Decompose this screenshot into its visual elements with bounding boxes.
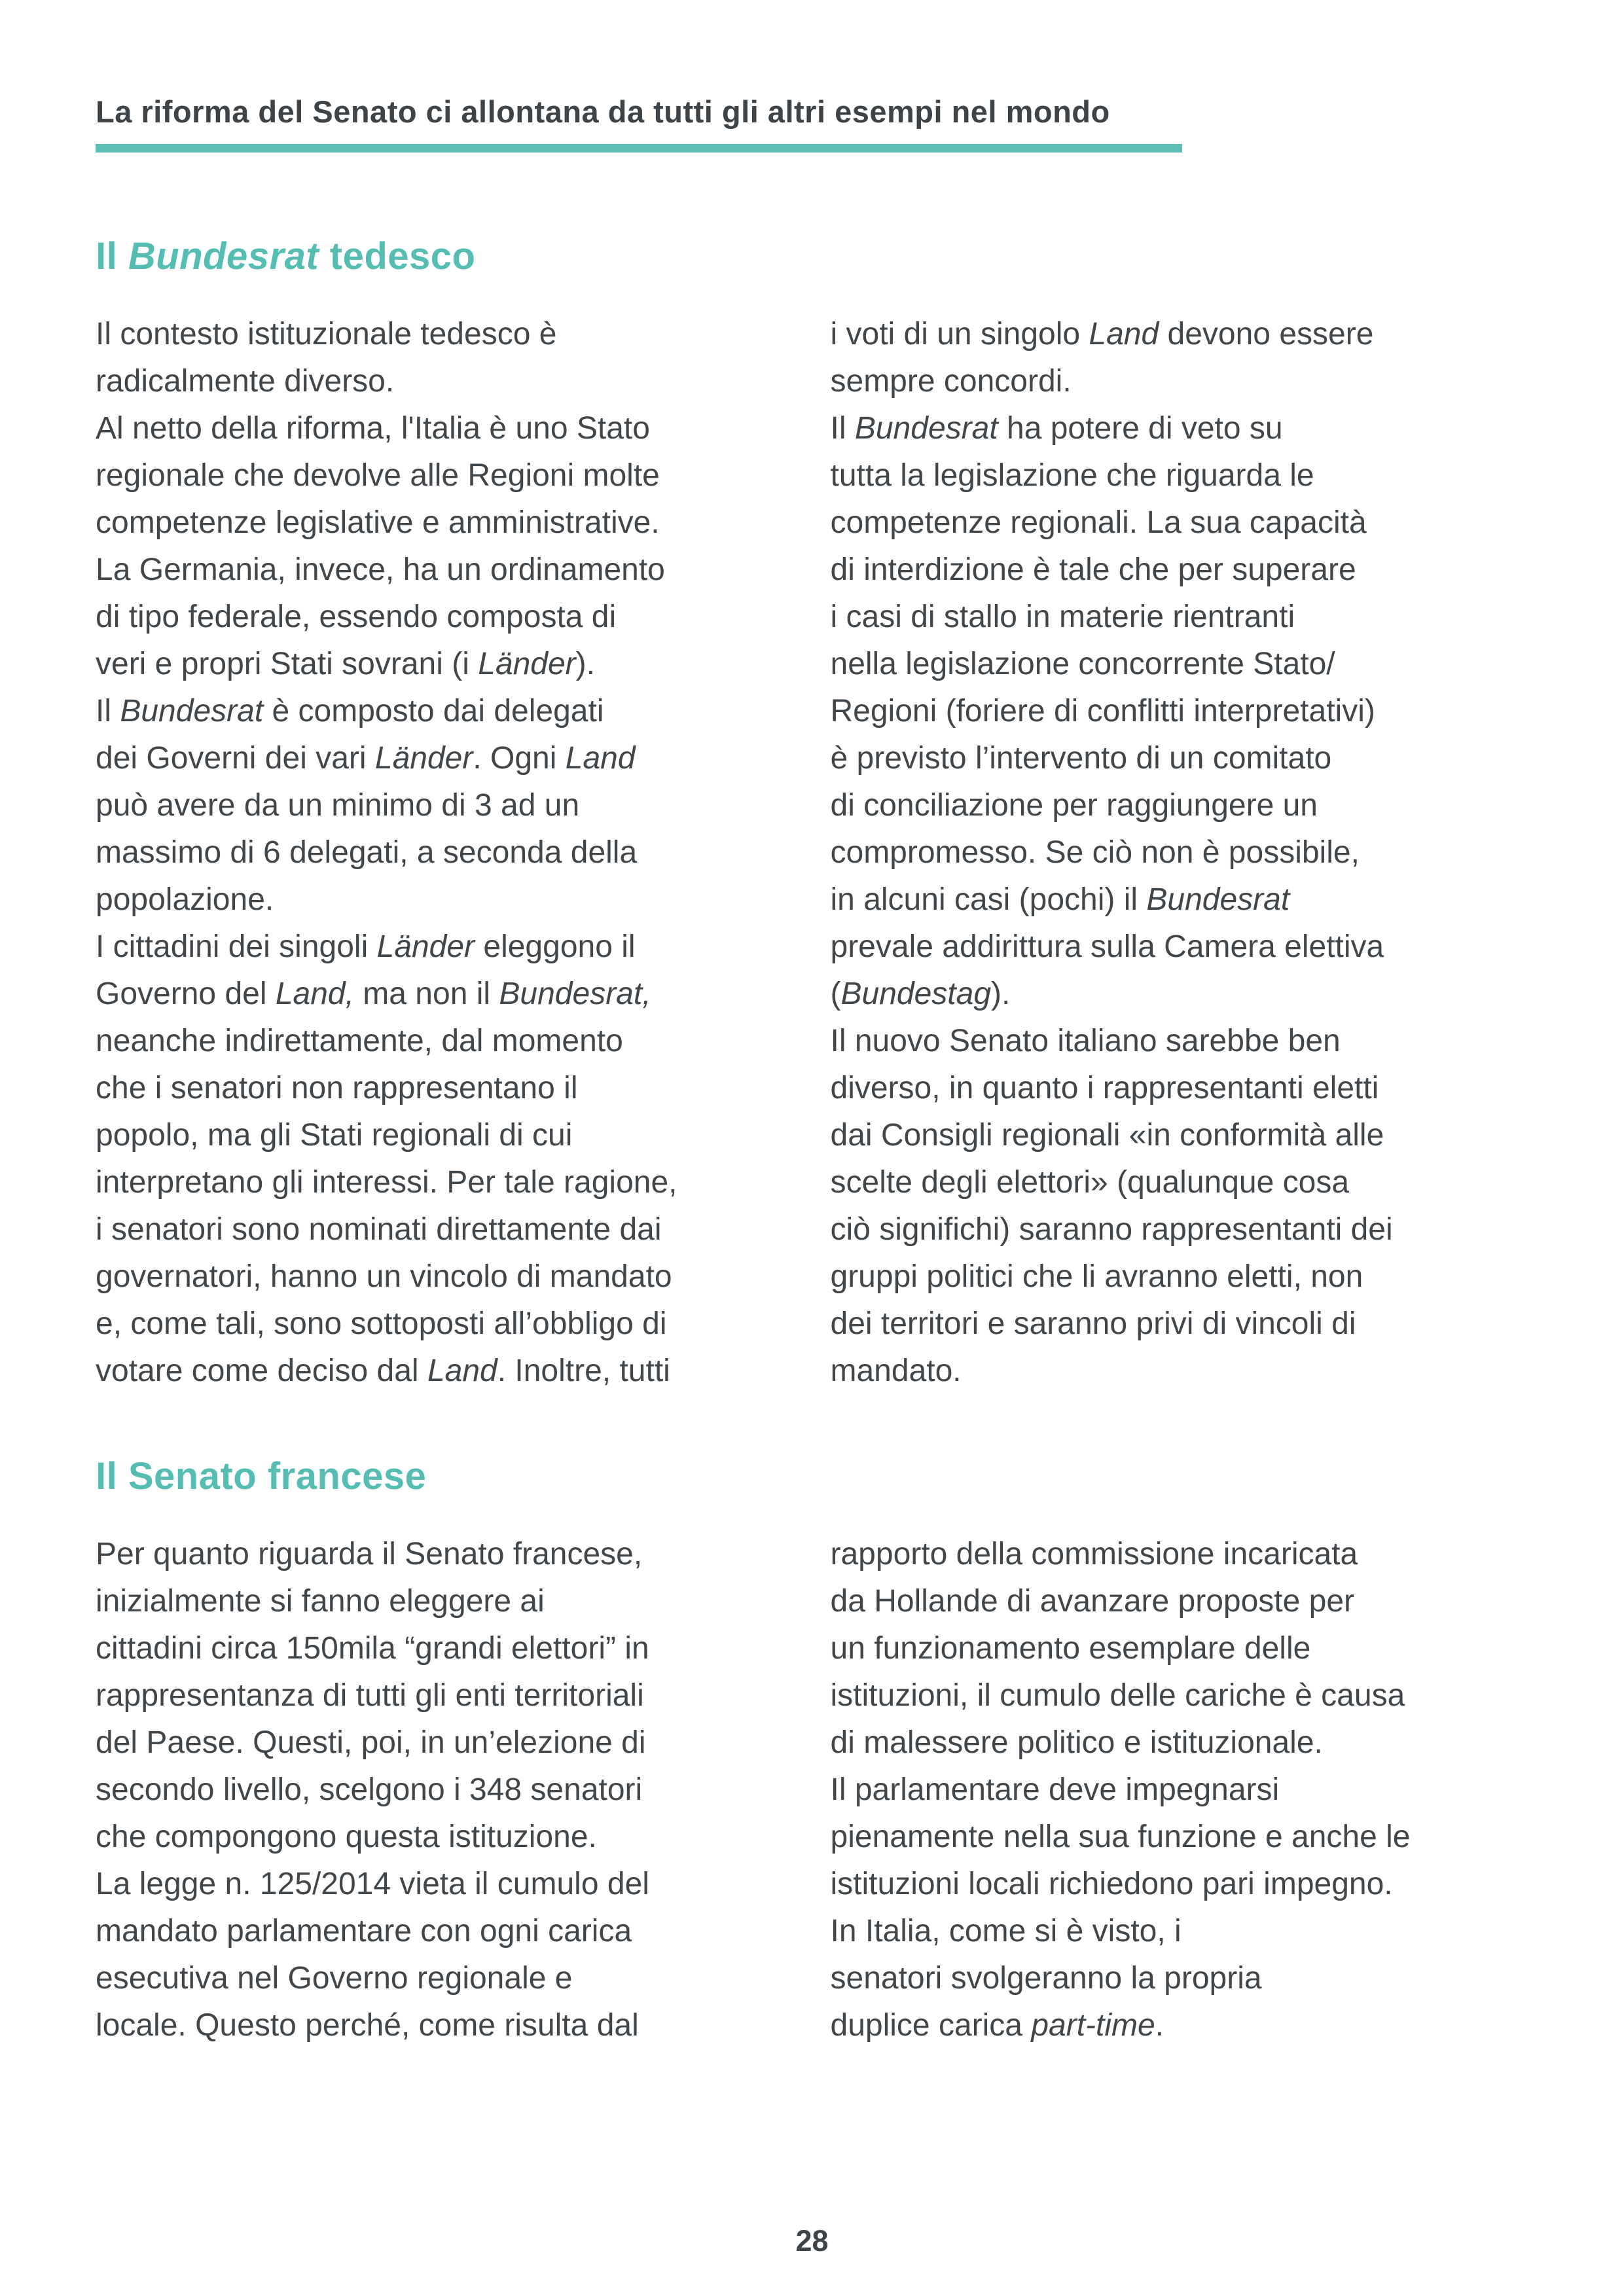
- page-title: La riforma del Senato ci allontana da tutti gli altri esempi nel mondo: [96, 94, 1110, 129]
- section-columns: [96, 1531, 1536, 2049]
- page-content: [96, 0, 1536, 2049]
- text-column-right: i voti di un singolo Land devono essere sempre concordi. Il Bundesrat ha potere di veto su tutta la legislazione che riguarda le competenze regionali. La sua capacità di interdizione è tale che per superare i casi di stallo in materie rientranti nella legislazione concorrente Stato/ Regioni (foriere di conflitti interpretativi) è previsto l’intervento di un comitato di conciliazione per raggiungere un compromesso. Se ciò non è possibile, in alcuni casi (pochi) il Bundesrat prevale addirittura sulla Camera elettiva (Bundestag). Il nuovo Senato italiano sarebbe ben diverso, in quanto i rappresentanti eletti dai Consigli regionali «in conformità alle scelte degli elettori» (qualunque cosa ciò significhi) saranno rappresentanti dei gruppi politici che li avranno eletti, non dei territori e saranno privi di vincoli di mandato.: [830, 317, 1393, 1388]
- section-heading-senato-francese: Il Senato francese: [96, 1455, 427, 1498]
- section-senato-francese: [96, 1455, 1536, 2049]
- doc-header: [96, 93, 1182, 152]
- section-columns: [96, 311, 1536, 1395]
- section-heading-bundesrat: Il Bundesrat tedesco: [96, 235, 476, 278]
- title-underline-rule: [96, 144, 1182, 152]
- page-number: 28: [795, 2224, 829, 2257]
- text-column-right: rapporto della commissione incaricata da Hollande di avanzare proposte per un funzionamento esemplare delle istituzioni, il cumulo delle cariche è causa di malessere politico e istituzionale. Il parlamentare deve impegnarsi pienamente nella sua funzione e anche le istituzioni locali richiedono pari impegno. In Italia, come si è visto, i senatori svolgeranno la propria duplice carica part-time.: [830, 1537, 1411, 2043]
- text-column-left: Per quanto riguarda il Senato francese, inizialmente si fanno eleggere ai cittadini circa 150mila “grandi elettori” in rappresentanza di tutti gli enti territoriali del Paese. Questi, poi, in un’elezione di secondo livello, scelgono i 348 senatori che compongono questa istituzione. La legge n. 125/2014 vieta il cumulo del mandato parlamentare con ogni carica esecutiva nel Governo regionale e locale. Questo perché, come risulta dal: [96, 1537, 649, 2043]
- text-column-left: Il contesto istituzionale tedesco è radicalmente diverso. Al netto della riforma, l'Italia è uno Stato regionale che devolve alle Regioni molte competenze legislative e amministrative. La Germania, invece, ha un ordinamento di tipo federale, essendo composta di veri e propri Stati sovrani (i Länder). Il Bundesrat è composto dai delegati dei Governi dei vari Länder. Ogni Land può avere da un minimo di 3 ad un massimo di 6 delegati, a seconda della popolazione. I cittadini dei singoli Länder eleggono il Governo del Land, ma non il Bundesrat, neanche indirettamente, dal momento che i senatori non rappresentano il popolo, ma gli Stati regionali di cui interpretano gli interessi. Per tale ragione, i senatori sono nominati direttamente dai governatori, hanno un vincolo di mandato e, come tali, sono sottoposti all’obbligo di votare come deciso dal Land. Inoltre, tutti: [96, 317, 677, 1388]
- section-bundesrat: [96, 235, 1536, 1395]
